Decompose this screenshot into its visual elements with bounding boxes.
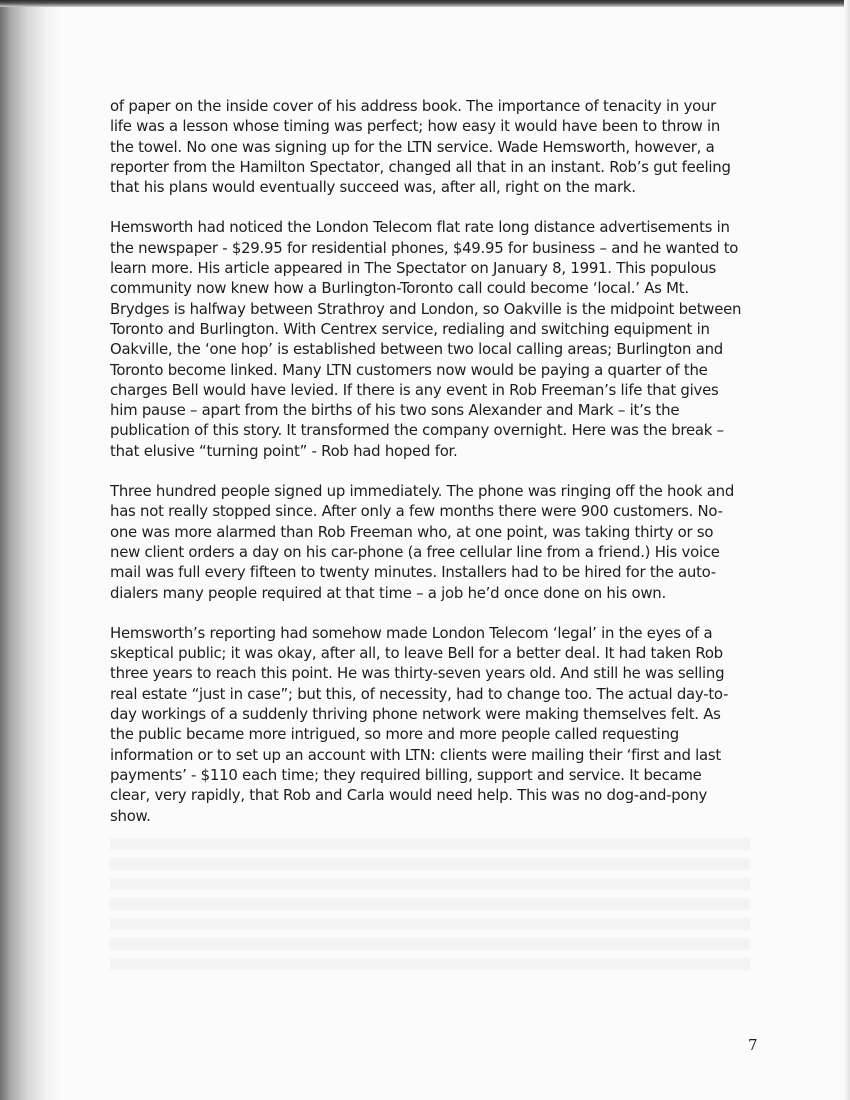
text-line: one was more alarmed than Rob Freeman who, at one point, was taking thirty or so (110, 522, 714, 541)
text-line: Brydges is halfway between Strathroy and London, so Oakville is the midpoint between (110, 299, 742, 318)
reverse-side-bleed-through (110, 838, 750, 978)
paragraph-3 (110, 481, 760, 603)
text-line: Hemsworth’s reporting had somehow made London Telecom ‘legal’ in the eyes of a (110, 623, 713, 642)
paragraph-4 (110, 623, 760, 826)
text-line: Toronto and Burlington. With Centrex service, redialing and switching equipment in (110, 319, 710, 338)
text-line: new client orders a day on his car-phone (a free cellular line from a friend.) His voice (110, 542, 720, 561)
text-line: show. (110, 806, 151, 825)
text-line: community now knew how a Burlington-Toronto call could become ‘local.’ As Mt. (110, 279, 689, 298)
text-line: publication of this story. It transformed the company overnight. Here was the break – (110, 421, 724, 440)
text-line: that his plans would eventually succeed was, after all, right on the mark. (110, 178, 636, 197)
text-line: that elusive “turning point” - Rob had hoped for. (110, 441, 458, 460)
body-text (110, 96, 760, 846)
text-line: Oakville, the ‘one hop’ is established between two local calling areas; Burlington and (110, 340, 723, 359)
text-line: Toronto become linked. Many LTN customers now would be paying a quarter of the (110, 360, 708, 379)
text-line: the newspaper - $29.95 for residential phones, $49.95 for business – and he wanted to (110, 238, 739, 257)
text-line: day workings of a suddenly thriving phone network were making themselves felt. As (110, 705, 721, 724)
text-line: has not really stopped since. After only a few months there were 900 customers. No- (110, 502, 723, 521)
text-line: dialers many people required at that time – a job he’d once done on his own. (110, 583, 666, 602)
page-number: 7 (748, 1036, 758, 1054)
text-line: the towel. No one was signing up for the LTN service. Wade Hemsworth, however, a (110, 137, 715, 156)
paragraph-2 (110, 217, 760, 461)
text-line: Three hundred people signed up immediately. The phone was ringing off the hook and (110, 482, 735, 501)
text-line: information or to set up an account with LTN: clients were mailing their ‘first and last (110, 745, 722, 764)
text-line: mail was full every fifteen to twenty minutes. Installers had to be hired for the auto- (110, 563, 716, 582)
text-line: skeptical public; it was okay, after all, to leave Bell for a better deal. It had taken Rob (110, 644, 723, 663)
text-line: life was a lesson whose timing was perfect; how easy it would have been to throw in (110, 117, 721, 136)
page-right-edge (844, 0, 850, 1100)
text-line: him pause – apart from the births of his two sons Alexander and Mark – it’s the (110, 401, 680, 420)
text-line: learn more. His article appeared in The Spectator on January 8, 1991. This populous (110, 259, 717, 278)
paragraph-1 (110, 96, 760, 197)
text-line: reporter from the Hamilton Spectator, changed all that in an instant. Rob’s gut feeling (110, 157, 731, 176)
text-line: of paper on the inside cover of his address book. The importance of tenacity in your (110, 97, 717, 115)
text-line: charges Bell would have levied. If there is any event in Rob Freeman’s life that gives (110, 380, 719, 399)
text-line: real estate “just in case”; but this, of necessity, had to change too. The actual day-to- (110, 684, 729, 703)
text-line: the public became more intrigued, so more and more people called requesting (110, 725, 679, 744)
text-line: three years to reach this point. He was thirty-seven years old. And still he was selling (110, 664, 725, 683)
binding-shadow (0, 0, 60, 1100)
page-top-edge (0, 0, 850, 7)
text-line: payments’ - $110 each time; they required billing, support and service. It became (110, 765, 702, 784)
text-line: clear, very rapidly, that Rob and Carla would need help. This was no dog-and-pony (110, 786, 708, 805)
text-line: Hemsworth had noticed the London Telecom flat rate long distance advertisements in (110, 218, 730, 237)
